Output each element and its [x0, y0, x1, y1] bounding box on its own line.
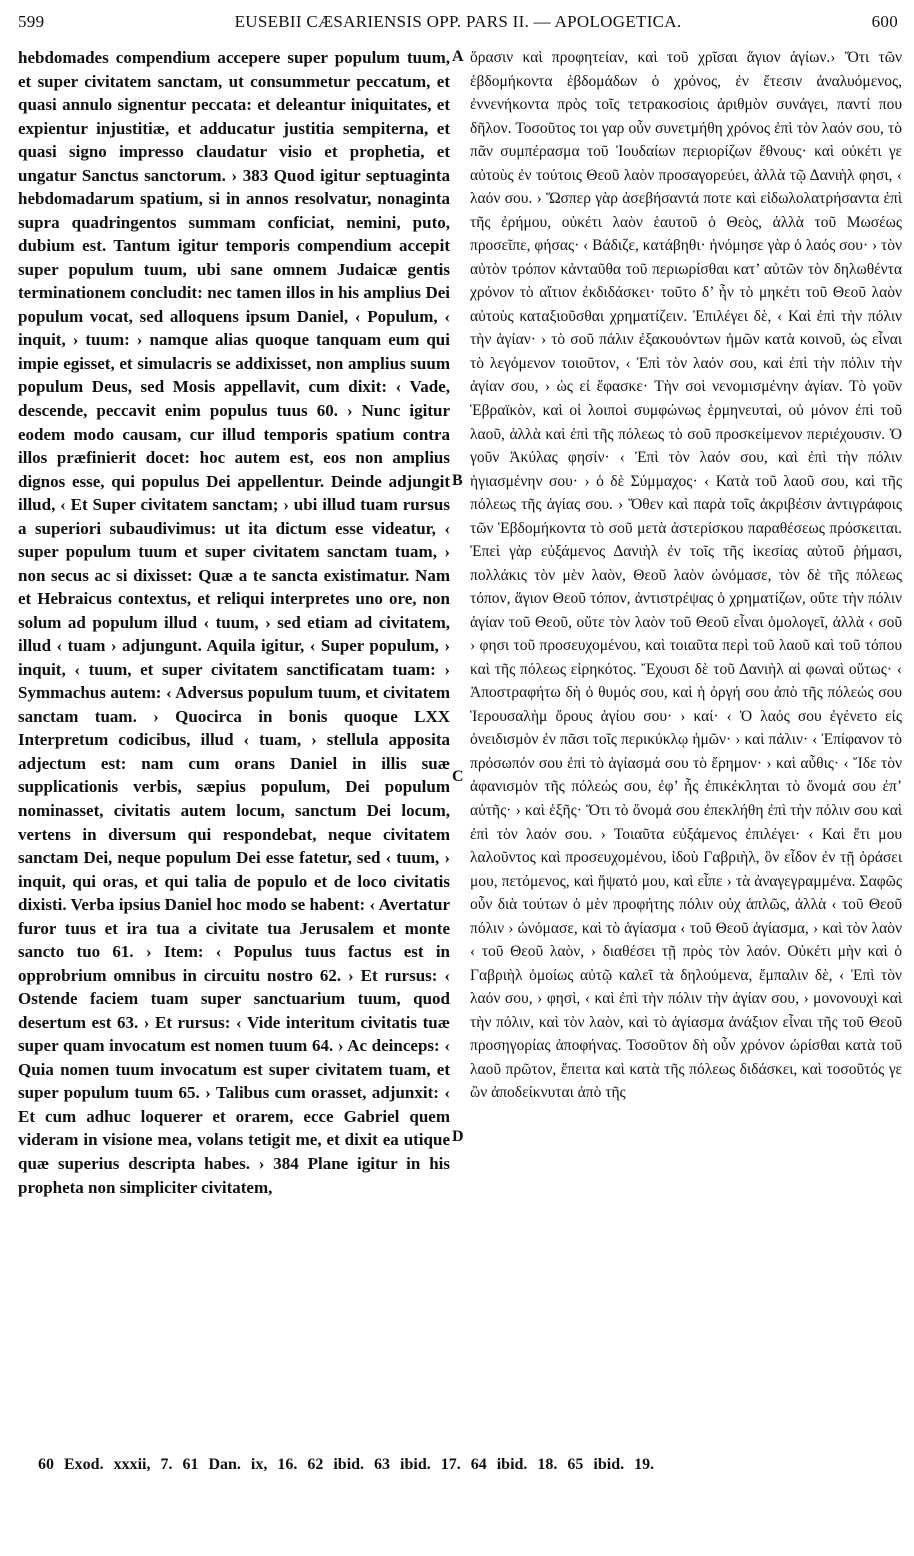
greek-column — [470, 46, 902, 1448]
margin-marker-b: B — [452, 472, 463, 489]
margin-marker-a: A — [452, 48, 464, 65]
page-header — [18, 12, 898, 38]
margin-marker-c: C — [452, 768, 464, 785]
margin-marker-d: D — [452, 1128, 464, 1145]
page-number-left: 599 — [18, 12, 45, 31]
greek-text: ὅρασιν καὶ προφητείαν, καὶ τοῦ χρῖσαι ἅγιον ἁγίων.› Ὅτι τῶν ἑβδομήκοντα ἑβδομάδων ὁ χρόνος, ἐν ἔτεσιν ἀναλυόμενος, ἐννενήκοντα πρὸς τοῖς τετρακοσίοις ἀριθμὸν συνάγει, παντί που δῆλον. Τοσοῦτος τοι γαρ οὖν συνετμήθη χρόνος ἐπὶ τὸν λαόν σου, τὸ πᾶν συμπέρασμα τοῦ Ἰουδαίων περιορίζων ἔθνους· καὶ οὐκέτι γε αὐτοὺς ἐν τούτοις Θεοῦ λαὸν προσαγορεύει, ἀλλὰ τῷ Δανιὴλ φησι, ‹ λαόν σου. › Ὥσπερ γὰρ ἀσεβήσαντά ποτε καὶ εἰδωλολατρήσαντα ἐπὶ τῆς ἐρήμου, οὐκέτι λαὸν ἑαυτοῦ ὁ Θεὸς, ἀλλὰ τοῦ Μωσέως προσεῖπε, φήσας· ‹ Βάδιζε, κατάβηθι· ἠνόμησε γὰρ ὁ λαός σου· › τὸν αὐτὸν τρόπον κἀνταῦθα τοῦ περιωρίσθαι κατ’ αὐτῶν τὸν δηλωθέντα χρόνον τὸ αἴτιον ἐκδιδάσκει· τοῦτο δ’ ἦν τὸ μηκέτι τοῦ Θεοῦ λαὸν αὐτοὺς καταξιοῦσθαι χρηματίζειν. Ἐπιλέγει δὲ, ‹ Καὶ ἐπὶ τὴν πόλιν τὴν ἁγίαν· › τὸ σοῦ πάλιν ἐξακουόντων ἡμῶν κατὰ κοινοῦ, ὡς εἶναι τὸ λεγόμενον τοιοῦτον, ‹ Ἐπὶ τὸν λαόν σου, καὶ ἐπὶ τὴν πόλιν τὴν ἁγίαν σου, › ὡς εἰ ἔφασκε· Τὴν σοὶ νενομισμένην ἁγίαν. Τὸ γοῦν Ἑβραϊκὸν, καὶ οἱ λοιποὶ συμφώνως ἑρμηνευταὶ, οὐ μόνον ἐπὶ τοῦ λαοῦ, ἀλλὰ καὶ ἐπὶ τῆς πόλεως τὸ σοῦ προσκείμενον περιέχουσιν. Ὁ γοῦν Ἀκύλας φησίν· ‹ Ἐπὶ τὸν λαόν σου, καὶ ἐπὶ τὴν πόλιν ἡγιασμένην σου· › ὁ δὲ Σύμμαχος· ‹ Κατὰ τοῦ λαοῦ σου, καὶ τῆς πόλεως τῆς ἁγίας σου. › Ὅθεν καὶ παρὰ τοῖς ἀκριβέσιν ἀντιγράφοις τῶν Ἑβδομήκοντα τὸ σοῦ μετὰ ἀστερίσκου παραθέσεως πρόσκειται. Ἐπεὶ γὰρ εὐξάμενος Δανιὴλ ἐν τοῖς τῆς ἱκεσίας αὐτοῦ ῥήμασι, πολλάκις τὸν μὲν λαὸν, Θεοῦ λαὸν ὠνόμασε, τὸν δὲ τῆς πόλεως τόπον, ἅγιον Θεοῦ τόπον, ἀντιστρέψας ὁ χρηματίζων, οὔτε τὴν πόλιν ἁγίαν τοῦ Θεοῦ, οὔτε τὸν λαὸν τοῦ Θεοῦ εἶναι ὁμολογεῖ, ἀλλὰ ‹ σοῦ › φησι τοῦ προσευχομένου, καὶ τοιαῦτα περὶ τοῦ λαοῦ καὶ τοῦ τόπου καὶ τῆς πόλεως εἰρηκότος. Ἔχουσι δὲ τοῦ Δανιὴλ αἱ φωναὶ οὕτως· ‹ Ἀποστραφήτω δὴ ὁ θυμός σου, καὶ ἡ ὀργή σου ἀπὸ τῆς πόλεώς σου Ἱερουσαλὴμ ὄρους ἁγίου σου· › καί· ‹ Ὁ λαός σου ἐγένετο εἰς ὀνειδισμὸν ἐν πᾶσι τοῖς περικύκλῳ ἡμῶν· › καὶ πάλιν· ‹ Ἐπίφανον τὸ πρόσωπόν σου ἐπὶ τὸ ἁγίασμά σου τὸ ἔρημον· › καὶ αὖθις· ‹ Ἴδε τὸν ἀφανισμὸν τῆς πόλεώς σου, ἐφ’ ἧς ἐπικέκληται τὸ ὄνομά σου ἐπ’ αὐτῆς· › καὶ ἑξῆς· Ὅτι τὸ ὄνομά σου ἐπεκλήθη ἐπὶ τὴν πόλιν σου καὶ ἐπὶ τὸν λαόν σου. › Τοιαῦτα εὐξάμενος ἐπιλέγει· ‹ Καὶ ἔτι μου λαλοῦντος καὶ προσευχομένου, ἰδοὺ Γαβριὴλ, ὃν εἶδον ἐν τῇ ὁράσει μου, πετόμενος, καὶ ἥψατό μου, καὶ εἶπε › τὰ ἀναγεγραμμένα. Σαφῶς οὖν διὰ τούτων ὁ μὲν προφήτης πόλιν οὐχ ἁπλῶς, ἀλλὰ ‹ τοῦ Θεοῦ πόλιν › ὠνόμασε, καὶ τὸ ἁγίασμα ‹ τοῦ Θεοῦ ἁγίασμα, › καὶ τὸν λαὸν ‹ τοῦ Θεοῦ λαὸν, › διαθέσει τῇ πρὸς τὸν λαόν. Οὐκέτι μὴν καὶ ὁ Γαβριὴλ ὁμοίως αὐτῷ καλεῖ τὰ δηλούμενα, ἔμπαλιν δὲ, ‹ Ἐπὶ τὸν λαόν σου, › φησὶ, ‹ καὶ ἐπὶ τὴν πόλιν τὴν ἁγίαν σου, › μονονουχὶ καὶ τὴν πόλιν, καὶ τὸν λαὸν, καὶ τὸ ἁγίασμα ἀνάξιον εἶναι τῆς τοῦ Θεοῦ προσηγορίας ἀποφήνας. Τοσοῦτον δὴ οὖν χρόνον ὡρίσθαι κατὰ τοῦ λαοῦ πρῶτον, ἔπειτα καὶ κατὰ τῆς πόλεως διδάσκει, καὶ τοσοῦτός γε ὢν ἀποδείκνυται ἀπὸ τῆς — [470, 49, 902, 1102]
footnotes: 60 Exod. xxxii, 7. 61 Dan. ix, 16. 62 ibid. 63 ibid. 17. 64 ibid. 18. 65 ibid. 19. — [38, 1456, 655, 1473]
running-title: EUSEBII CÆSARIENSIS OPP. PARS II. — APOLOGETICA. — [234, 12, 682, 31]
latin-column — [18, 46, 450, 1448]
page-number-right: 600 — [871, 12, 898, 31]
latin-text: hebdomades compendium accepere super populum tuum, et super civitatem sanctam, ut consummetur peccatum, et quasi annulo signentur peccata: et deleantur iniquitates, et expientur injustitiæ, et adducatur justitia sempiterna, et quasi signo impresso claudatur visio et prophetia, et ungatur Sanctus sanctorum. › 383 Quod igitur septuaginta hebdomadarum spatium, si in annos resolvatur, nonaginta supra quadringentos summam conficiat, nemini, puto, dubium est. Tantum igitur temporis compendium accepit super populum tuum, ubi sane omnem Judaicæ gentis terminationem concludit: nec tamen illos in his amplius Dei populum vocat, sed alloquens ipsum Daniel, ‹ Populum, ‹ inquit, › tuum: › namque alias quoque tanquam eum qui impie egisset, et simulacris se addixisset, non amplius suum populum Deus, sed Mosis appellavit, cum dixit: ‹ Vade, descende, peccavit enim populus tuus 60. › Nunc igitur eodem modo causam, cur illud temporis spatium contra illos præfinierit docet: hoc autem est, eos non amplius dignos esse, qui populus Dei appellentur. Deinde adjungit illud, ‹ Et Super civitatem sanctam; › ubi illud tuam rursus a superiori subaudivimus: ut ita dictum esse videatur, ‹ super populum tuum et super civitatem sanctam tuam, › non secus ac si dixisset: Quæ a te sancta existimatur. Nam et Hebraicus contextus, et reliqui interpretes uno ore, non solum ad populum illud ‹ tuum, › sed etiam ad civitatem, illud ‹ tuam › adjungunt. Aquila igitur, ‹ Super populum, › inquit, ‹ tuum, et super civitatem sanctificatam tuam: › Symmachus autem: ‹ Adversus populum tuum, et civitatem sanctam tuam. › Quocirca in bonis quoque LXX Interpretum codicibus, illud ‹ tuam, › stellula apposita adjectum est: nam cum orans Daniel in illis suæ supplicationis verbis, sæpius populum, Dei populum nominasset, civitatis autem locum, sanctum Dei locum, vertens in diversum qui respondebat, neque civitatem sanctam Dei, neque populum Dei esse fatetur, sed ‹ tuum, › inquit, qui oras, et qui talia de populo et de loco civitatis dixisti. Verba ipsius Daniel hoc modo se habent: ‹ Avertatur furor tuus et ira tua a civitate tua Jerusalem et monte sancto tuo 61. › Item: ‹ Populus tuus factus est in opprobrium omnibus in circuitu nostro 62. › Et rursus: ‹ Ostende faciem tuam super sanctuarium tuum, quod desertum est 63. › Et rursus: ‹ Vide interitum civitatis tuæ super quam invocatum est nomen tuum 64. › Ac deinceps: ‹ Quia nomen tuum invocatum est super civitatem tuam, et super populum tuum 65. › Talibus cum orasset, adjunxit: ‹ Et cum adhuc loquerer et orarem, ecce Gabriel quem videram in visione mea, volans tetigit me, et dixit ea utique quæ superius descripta habes. › 384 Plane igitur in his propheta non simpliciter civitatem, — [18, 48, 450, 1197]
